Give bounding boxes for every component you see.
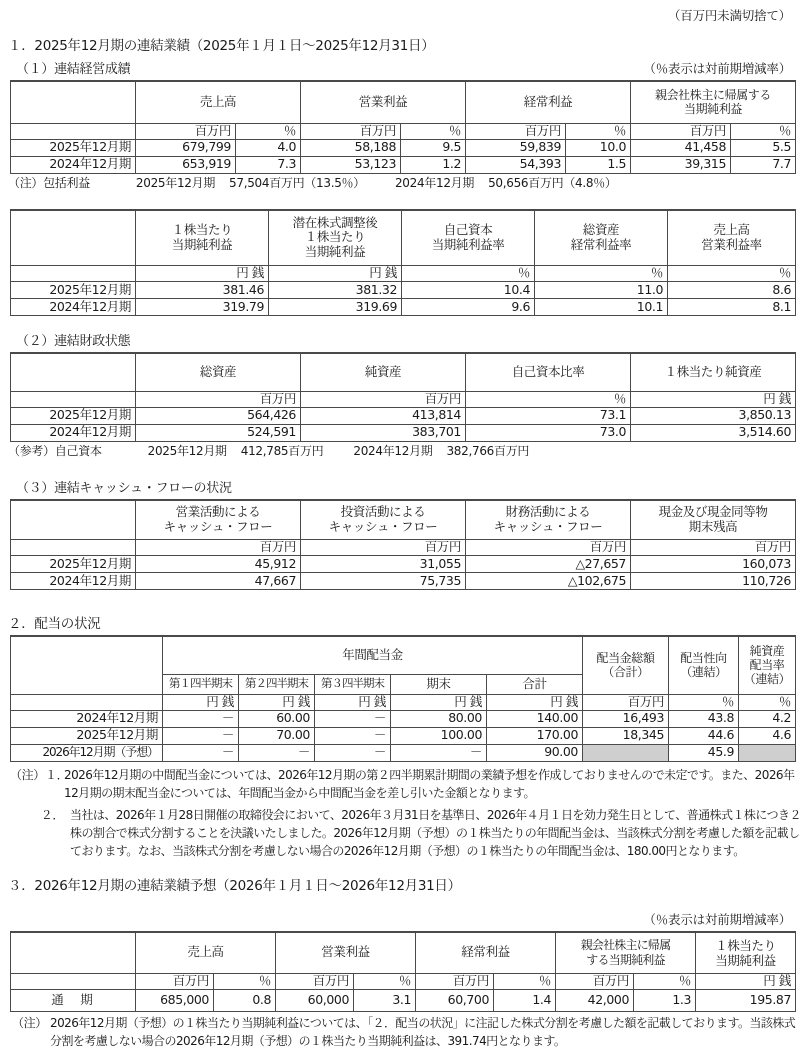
- table1-corner-cell: [11, 81, 136, 123]
- table1-unit-ord-pct: ％: [566, 123, 631, 139]
- dividends-notes: [0, 766, 805, 860]
- dividends-note-1-text: 2026年12月期の中間配当金については、2026年12月期の第２四半期累計期間の業績予想を作成しておりませんので未定です。また、2026年12月期の期末配当金については、年間配当金から中間配当金を差し引いた金額となります。: [64, 767, 795, 800]
- financial-position-table: [10, 352, 796, 442]
- table4-row1-cf-op: 47,667: [136, 573, 301, 590]
- table2-row0-opm: 8.6: [668, 282, 796, 299]
- table2-unit-deps: 円 銭: [269, 266, 402, 282]
- table2-header-row: [11, 210, 796, 266]
- table1-row0-label: 2025年12月期: [11, 139, 136, 156]
- dividends-row0-payout: 43.8: [669, 710, 739, 727]
- table4-unit-op: 百万円: [136, 540, 301, 556]
- table2-row0-roe: 10.4: [402, 282, 535, 299]
- table4-row1-label: 2024年12月期: [11, 573, 136, 590]
- table3-col-bps: １株当たり純資産: [631, 353, 796, 391]
- table3-unit-ratio: ％: [466, 391, 631, 407]
- percent-note-1: （％表示は対前期増減率）: [643, 61, 791, 76]
- table4-col-operating-cf: 営業活動による キャッシュ・フロー: [136, 500, 301, 540]
- ref-note-label: 自己資本: [54, 443, 102, 458]
- dividends-unit-payout: ％: [669, 694, 739, 710]
- dividends-row0-year-end: 80.00: [391, 710, 487, 727]
- ci-note-value1: 57,504百万円（13.5％）: [229, 175, 365, 190]
- dividends-col-doe: 純資産 配当率 （連結）: [739, 636, 796, 694]
- table2-unit-eps: 円 銭: [136, 266, 269, 282]
- dividends-col-q1: 第１四半期末: [163, 674, 239, 694]
- forecast-row0-net-pct: 1.3: [634, 990, 696, 1012]
- forecast-note-text: 2026年12月期（予想）の１株当たり当期純利益については、「２．配当の状況」に注記した株式分割を考慮した額を記載しております。当該株式分割を考慮しない場合の2026年12月期（予想）の１株当たり当期純利益は、391.74円となります。: [50, 1016, 796, 1048]
- dividends-row0-total-amount: 16,493: [583, 710, 669, 727]
- table-row: [11, 990, 796, 1012]
- spacer: [0, 191, 805, 209]
- table1-row0-net-pct: 5.5: [731, 139, 796, 156]
- table3-col-equity-ratio: 自己資本比率: [466, 353, 631, 391]
- table1-col-operating-income: 営業利益: [301, 81, 466, 123]
- forecast-row0-sales-pct: 0.8: [214, 990, 276, 1012]
- dividends-notes-marker: [10, 766, 69, 784]
- dividends-row1-q2: 70.00: [239, 727, 315, 744]
- forecast-row0-label: 通 期: [11, 990, 136, 1012]
- table-row: [11, 710, 796, 727]
- dividends-row0-q1: －: [163, 710, 239, 727]
- table4-col-cash-end: 現金及び現金同等物 期末残高: [631, 500, 796, 540]
- table4-unit-cash: 百万円: [631, 540, 796, 556]
- dividends-note-1: [10, 766, 805, 802]
- table1-row1-net-pct: 7.7: [731, 156, 796, 173]
- table4-col-investing-cf: 投資活動による キャッシュ・フロー: [301, 500, 466, 540]
- forecast-row0-op: 60,000: [276, 990, 354, 1012]
- table3-col-total-assets: 総資産: [136, 353, 301, 391]
- dividends-note-2-num: ２．: [40, 807, 64, 822]
- dividends-unit-total-amount: 百万円: [583, 694, 669, 710]
- ci-note-period2: 2024年12月期: [394, 175, 475, 190]
- table1-header-row: [11, 81, 796, 123]
- table1-unit-sales-money: 百万円: [136, 123, 236, 139]
- table-row: [11, 727, 796, 744]
- table2-row1-opm: 8.1: [668, 299, 796, 316]
- table2-row1-label: 2024年12月期: [11, 299, 136, 316]
- spacer-after-rounding: [0, 24, 805, 34]
- dividends-row2-doe: [739, 744, 796, 761]
- table4-unit-fin: 百万円: [466, 540, 631, 556]
- table2-unit-roe: ％: [402, 266, 535, 282]
- table3-row0-equity: 413,814: [301, 407, 466, 424]
- table1-row0-ord: 59,839: [466, 139, 566, 156]
- table1-row1-ord-pct: 1.5: [566, 156, 631, 173]
- dividends-table: [10, 635, 796, 762]
- table4-row0-cf-fin: △27,657: [466, 556, 631, 573]
- table-row: [11, 156, 796, 173]
- table3-row0-ratio: 73.1: [466, 407, 631, 424]
- table1-unit-op-pct: ％: [401, 123, 466, 139]
- dividends-row2-payout: 45.9: [669, 744, 739, 761]
- table-row: [11, 282, 796, 299]
- dividends-row2-q3: －: [315, 744, 391, 761]
- table1-row0-op-pct: 9.5: [401, 139, 466, 156]
- forecast-row0-sales: 685,000: [136, 990, 214, 1012]
- ci-note-value2: 50,656百万円（4.8％）: [488, 175, 617, 190]
- dividends-row0-label: 2024年12月期: [11, 710, 163, 727]
- spacer: [0, 860, 805, 874]
- comprehensive-income-note: [0, 174, 805, 191]
- table4-row1-cf-inv: 75,735: [301, 573, 466, 590]
- cash-flow-table: [10, 499, 796, 591]
- dividends-col-total-amount: 配当金総額 （合計）: [583, 636, 669, 694]
- section1-sub1-title-row: [0, 58, 805, 77]
- table1-row1-op: 53,123: [301, 156, 401, 173]
- table3-unit-bps: 円 銭: [631, 391, 796, 407]
- table4-row0-label: 2025年12月期: [11, 556, 136, 573]
- forecast-unit-net-pct: ％: [634, 974, 696, 990]
- dividends-row1-doe: 4.6: [739, 727, 796, 744]
- table2-col-diluted-eps: 潜在株式調整後 １株当たり 当期純利益: [269, 210, 402, 266]
- dividends-row2-total-amount: [583, 744, 669, 761]
- forecast-col-ordinary-income: 経常利益: [416, 932, 556, 974]
- table4-corner-cell: [11, 500, 136, 540]
- table-row: [11, 424, 796, 441]
- section2-title: ２．配当の状況: [8, 616, 101, 632]
- ref-note-period1: 2025年12月期: [147, 443, 227, 458]
- table1-col-sales: 売上高: [136, 81, 301, 123]
- forecast-note-marker: （注）: [12, 1016, 47, 1030]
- table1-row0-sales-pct: 4.0: [236, 139, 301, 156]
- ci-note-marker: （注）: [8, 175, 44, 190]
- table1-row1-sales: 653,919: [136, 156, 236, 173]
- section1-sub3-title: （３）連結キャッシュ・フローの状況: [16, 480, 232, 496]
- forecast-table: [10, 931, 796, 1013]
- forecast-unit-row: [11, 974, 796, 990]
- table3-unit-equity: 百万円: [301, 391, 466, 407]
- table2-unit-roa: ％: [535, 266, 668, 282]
- table2-row1-roe: 9.6: [402, 299, 535, 316]
- table3-row1-equity: 383,701: [301, 424, 466, 441]
- table3-row0-label: 2025年12月期: [11, 407, 136, 424]
- dividends-row1-total: 170.00: [487, 727, 583, 744]
- forecast-col-net-income: 親会社株主に帰属 する当期純利益: [556, 932, 696, 974]
- table2-unit-row: [11, 266, 796, 282]
- dividends-corner-cell: [11, 636, 163, 694]
- forecast-col-eps: １株当たり 当期純利益: [696, 932, 796, 974]
- dividends-row1-q1: －: [163, 727, 239, 744]
- table1-row1-net: 39,315: [631, 156, 731, 173]
- dividends-unit-q2: 円 銭: [239, 694, 315, 710]
- table4-col-financing-cf: 財務活動による キャッシュ・フロー: [466, 500, 631, 540]
- table4-unit-inv: 百万円: [301, 540, 466, 556]
- section3-title: ３．2026年12月期の連結業績予想（2026年１月１日～2026年12月31日）: [8, 877, 461, 894]
- table3-row0-bps: 3,850.13: [631, 407, 796, 424]
- forecast-row0-ord: 60,700: [416, 990, 494, 1012]
- forecast-row0-eps: 195.87: [696, 990, 796, 1012]
- table4-row0-cf-inv: 31,055: [301, 556, 466, 573]
- forecast-row0-ord-pct: 1.4: [494, 990, 556, 1012]
- table2-corner-cell: [11, 210, 136, 266]
- forecast-corner-cell: [11, 932, 136, 974]
- dividends-row1-q3: －: [315, 727, 391, 744]
- table3-row1-assets: 524,591: [136, 424, 301, 441]
- table3-row0-assets: 564,426: [136, 407, 301, 424]
- table1-unit-ord-money: 百万円: [466, 123, 566, 139]
- table1-col-ordinary-income: 経常利益: [466, 81, 631, 123]
- ref-note-period2: 2024年12月期: [353, 443, 433, 458]
- dividends-col-q3: 第３四半期末: [315, 674, 391, 694]
- dividends-unit-doe: ％: [739, 694, 796, 710]
- forecast-row0-net: 42,000: [556, 990, 634, 1012]
- dividends-note-1-num: １．: [44, 767, 69, 782]
- forecast-header-row: [11, 932, 796, 974]
- table1-unit-blank: [11, 123, 136, 139]
- dividends-row0-q3: －: [315, 710, 391, 727]
- table-row: [11, 573, 796, 590]
- dividends-col-year-end: 期末: [391, 674, 487, 694]
- forecast-row0-op-pct: 3.1: [354, 990, 416, 1012]
- table2-row1-roa: 10.1: [535, 299, 668, 316]
- table2-row0-deps: 381.32: [269, 282, 402, 299]
- table2-row0-label: 2025年12月期: [11, 282, 136, 299]
- dividends-unit-total: 円 銭: [487, 694, 583, 710]
- spacer: [0, 316, 805, 330]
- forecast-notes: [0, 1014, 805, 1050]
- dividends-group-annual: 年間配当金: [163, 636, 583, 674]
- dividends-col-total: 合計: [487, 674, 583, 694]
- dividends-col-q2: 第２四半期末: [239, 674, 315, 694]
- table1-unit-sales-pct: ％: [236, 123, 301, 139]
- dividends-unit-q3: 円 銭: [315, 694, 391, 710]
- dividends-row0-total: 140.00: [487, 710, 583, 727]
- table2-row0-eps: 381.46: [136, 282, 269, 299]
- rounding-note: （百万円未満切捨て）: [667, 8, 791, 23]
- dividends-row0-q2: 60.00: [239, 710, 315, 727]
- table3-row1-bps: 3,514.60: [631, 424, 796, 441]
- forecast-unit-ord-pct: ％: [494, 974, 556, 990]
- spacer: [0, 459, 805, 477]
- equity-reference-note: [0, 442, 805, 459]
- dividends-row1-payout: 44.6: [669, 727, 739, 744]
- forecast-unit-eps: 円 銭: [696, 974, 796, 990]
- table1-row0-net: 41,458: [631, 139, 731, 156]
- dividends-header-row-1: [11, 636, 796, 674]
- table-row: [11, 556, 796, 573]
- table2-col-operating-margin: 売上高 営業利益率: [668, 210, 796, 266]
- table3-row1-ratio: 73.0: [466, 424, 631, 441]
- notes-marker-text: （注）: [10, 767, 45, 782]
- dividends-row2-q1: －: [163, 744, 239, 761]
- table1-row0-sales: 679,799: [136, 139, 236, 156]
- table3-corner-cell: [11, 353, 136, 391]
- table-row: [11, 299, 796, 316]
- table1-row1-ord: 54,393: [466, 156, 566, 173]
- table2-col-eps: １株当たり 当期純利益: [136, 210, 269, 266]
- dividends-row2-total: 90.00: [487, 744, 583, 761]
- dividends-unit-row: [11, 694, 796, 710]
- table1-row1-label: 2024年12月期: [11, 156, 136, 173]
- spacer: [0, 590, 805, 612]
- forecast-unit-blank: [11, 974, 136, 990]
- section1-sub1-title: （１）連結経営成績: [16, 62, 131, 77]
- forecast-unit-net: 百万円: [556, 974, 634, 990]
- per-share-ratios-table: [10, 209, 796, 317]
- table4-row0-cf-op: 45,912: [136, 556, 301, 573]
- table4-row0-cash-end: 160,073: [631, 556, 796, 573]
- forecast-unit-ord: 百万円: [416, 974, 494, 990]
- table4-header-row: [11, 500, 796, 540]
- table-row: [11, 744, 796, 761]
- table1-row1-sales-pct: 7.3: [236, 156, 301, 173]
- forecast-unit-sales-pct: ％: [214, 974, 276, 990]
- ci-note-label: 包括利益: [43, 175, 90, 190]
- table-row: [11, 139, 796, 156]
- table-row: [11, 407, 796, 424]
- section1-title: １．2025年12月期の連結業績（2025年１月１日～2025年12月31日）: [8, 38, 435, 54]
- forecast-col-sales: 売上高: [136, 932, 276, 974]
- table4-unit-blank: [11, 540, 136, 556]
- section1-sub2-title: （２）連結財政状態: [16, 334, 131, 349]
- dividends-row2-year-end: －: [391, 744, 487, 761]
- table3-unit-row: [11, 391, 796, 407]
- dividends-row2-q2: －: [239, 744, 315, 761]
- table1-unit-op-money: 百万円: [301, 123, 401, 139]
- table1-col-net-income: 親会社株主に帰属する 当期純利益: [631, 81, 796, 123]
- percent-note-3: （％表示は対前期増減率）: [643, 911, 791, 927]
- table4-unit-row: [11, 540, 796, 556]
- spacer: [0, 894, 805, 910]
- table3-unit-assets: 百万円: [136, 391, 301, 407]
- table1-row0-ord-pct: 10.0: [566, 139, 631, 156]
- forecast-unit-op: 百万円: [276, 974, 354, 990]
- table4-row1-cash-end: 110,726: [631, 573, 796, 590]
- table3-col-net-assets: 純資産: [301, 353, 466, 391]
- ref-note-value2: 382,766百万円: [446, 443, 530, 458]
- dividends-unit-year-end: 円 銭: [391, 694, 487, 710]
- forecast-unit-sales: 百万円: [136, 974, 214, 990]
- table4-row1-cf-fin: △102,675: [466, 573, 631, 590]
- ref-note-value1: 412,785百万円: [240, 443, 324, 458]
- table2-unit-blank: [11, 266, 136, 282]
- ref-note-marker: （参考）: [8, 443, 55, 458]
- dividends-row0-doe: 4.2: [739, 710, 796, 727]
- table2-unit-opm: ％: [668, 266, 796, 282]
- table2-row0-roa: 11.0: [535, 282, 668, 299]
- table1-row0-op: 58,188: [301, 139, 401, 156]
- dividends-note-2: [10, 806, 805, 860]
- dividends-row1-total-amount: 18,345: [583, 727, 669, 744]
- forecast-col-operating-income: 営業利益: [276, 932, 416, 974]
- table2-col-roa: 総資産 経常利益率: [535, 210, 668, 266]
- dividends-col-payout-ratio: 配当性向 （連結）: [669, 636, 739, 694]
- table1-unit-net-money: 百万円: [631, 123, 731, 139]
- ci-note-period1: 2025年12月期: [135, 175, 216, 190]
- table3-unit-blank: [11, 391, 136, 407]
- dividends-row1-year-end: 100.00: [391, 727, 487, 744]
- dividends-unit-blank: [11, 694, 163, 710]
- forecast-note: [10, 1014, 805, 1050]
- dividends-note-2-text: 当社は、2026年１月28日開催の取締役会において、2026年３月31日を基準日、2026年４月１日を効力発生日として、普通株式１株につき２株の割合で株式分割することを決議いたしました。2026年12月期（予想）の１株当たりの年間配当金は、当該株式分割を考慮した額を記載しております。なお、当該株式分割を考慮しない場合の2026年12月期（予想）の１株当たりの年間配当金は、180.00円となります。: [70, 807, 801, 858]
- dividends-row2-label: 2026年12月期（予想）: [11, 744, 163, 761]
- consolidated-operating-results-table: [10, 80, 796, 174]
- table1-row1-op-pct: 1.2: [401, 156, 466, 173]
- table2-row1-eps: 319.79: [136, 299, 269, 316]
- table3-header-row: [11, 353, 796, 391]
- table1-unit-row: [11, 123, 796, 139]
- table1-unit-net-pct: ％: [731, 123, 796, 139]
- forecast-unit-op-pct: ％: [354, 974, 416, 990]
- table2-col-roe: 自己資本 当期純利益率: [402, 210, 535, 266]
- table2-row1-deps: 319.69: [269, 299, 402, 316]
- dividends-row1-label: 2025年12月期: [11, 727, 163, 744]
- dividends-unit-q1: 円 銭: [163, 694, 239, 710]
- table3-row1-label: 2024年12月期: [11, 424, 136, 441]
